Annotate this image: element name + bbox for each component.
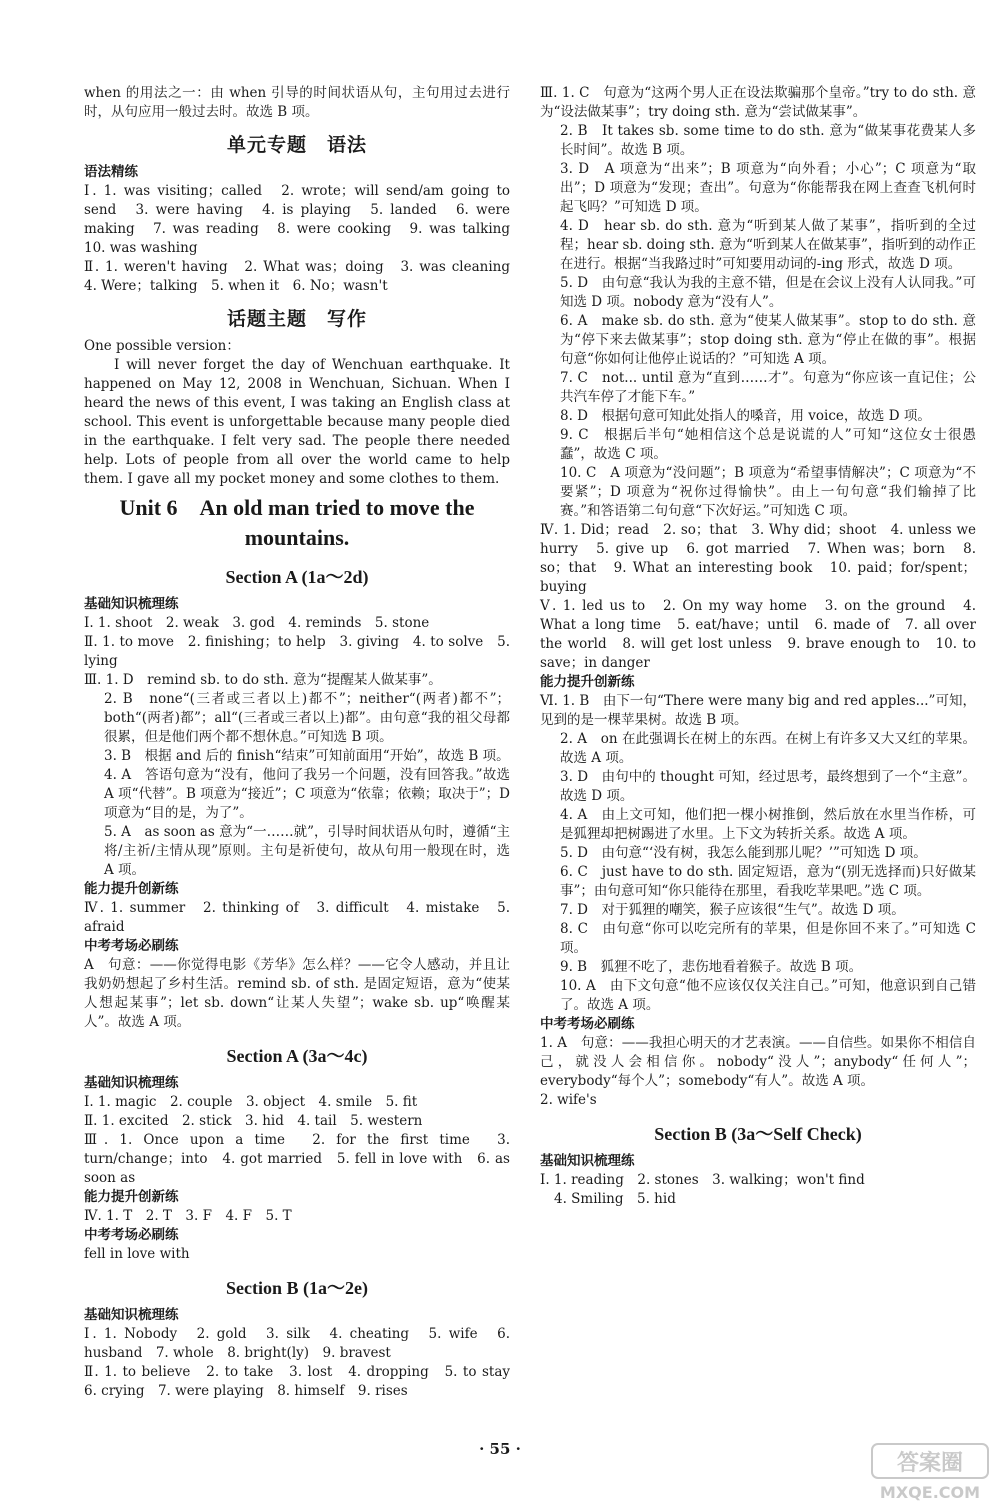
paragraph: when 的用法之一：由 when 引导的时间状语从句，主句用过去进行时，从句应用一般过去时。故选 B 项。 bbox=[84, 85, 510, 120]
paragraph: A 句意：——你觉得电影《芳华》怎么样？——它令人感动，并且让我奶奶想起了乡村生活。remind sb. of sth. 是固定短语，意为“使某人想起某事”；let sb. down“让某人失望”；wake sb. up“唤醒某人”。故选 A 项。 bbox=[84, 957, 510, 1030]
watermark-logo bbox=[870, 1440, 990, 1504]
exercise-label: 能力提升创新练 bbox=[84, 881, 179, 897]
answer-item: 9. C 根据后半句“她相信这个总是说谎的人”可知“这位女士很愚蠢”，故选 C 项。 bbox=[560, 427, 976, 462]
answer-item: 8. D 根据句意可知此处指人的嗓音，用 voice，故选 D 项。 bbox=[560, 408, 931, 424]
exercise-label: 基础知识梳理练 bbox=[84, 1075, 179, 1091]
answer-item: 5. D 由句意“我认为我的主意不错，但是在会议上没有人认同我。”可知选 D 项。nobody 意为“没有人”。 bbox=[560, 275, 976, 310]
paragraph: Ⅲ. 1. D remind sb. to do sth. 意为“提醒某人做某事”。 bbox=[84, 672, 442, 688]
exercise-label: 中考考场必刷练 bbox=[540, 1016, 635, 1032]
paragraph: Ⅳ. 1. Did；read 2. so；that 3. Why did；shoot 4. unless we hurry 5. give up 6. got married 7. When was；born 8. so；that 9. What an interesting book 10. paid；for/spent；buying bbox=[540, 522, 976, 595]
answer-item: 9. B 狐狸不吃了，悲伤地看着猴子。故选 B 项。 bbox=[560, 959, 863, 975]
paragraph: Ⅱ. 1. weren't having 2. What was；doing 3. was cleaning 4. Were；talking 5. when it 6. No；wasn't bbox=[84, 259, 524, 294]
paragraph: Ⅰ. 1. was visiting；called 2. wrote；will send/am going to send 3. were having 4. is playing 5. landed 6. were making 7. was reading 8. were cooking 9. was talking 10. was washing bbox=[84, 183, 524, 256]
paragraph: 1. A 句意：——我担心明天的才艺表演。——自信些。如果你不相信自己，就没人会相信你。nobody“没人”；anybody“任何人”；everybody“每个人”；somebody“有人”。故选 A 项。 bbox=[540, 1035, 976, 1089]
answer-item: 7. C not... until 意为“直到……才”。句意为“你应该一直记住；公共汽车停了才能下车。” bbox=[560, 370, 976, 405]
answer-item: 3. D 由句中的 thought 可知，经过思考，最终想到了一个“主意”。故选 D 项。 bbox=[560, 769, 976, 804]
answer-item: 4. A 答语句意为“没有，他问了我另一个问题，没有回答我。”故选 A 项“代替”。B 项意为“接近”；C 项意为“依靠；依赖；取决于”；D 项意为“目的是，为了”。 bbox=[104, 767, 510, 821]
paragraph: Ⅱ. 1. to believe 2. to take 3. lost 4. dropping 5. to stay 6. crying 7. were playing 8. himself 9. rises bbox=[84, 1364, 524, 1399]
answer-item: 2. A on 在此强调长在树上的东西。在树上有许多又大又红的苹果。故选 A 项。 bbox=[560, 731, 976, 766]
paragraph: Ⅴ. 1. led us to 2. On my way home 3. on the ground 4. What a long time 5. eat/have；until 6. made of 7. all over the world 8. will get lost unless 9. brave enough to 10. to save；in danger bbox=[540, 598, 976, 671]
paragraph: Ⅳ. 1. summer 2. thinking of 3. difficult 4. mistake 5. afraid bbox=[84, 900, 510, 935]
paragraph: Ⅱ. 1. excited 2. stick 3. hid 4. tail 5. western bbox=[84, 1113, 423, 1129]
exercise-label: 能力提升创新练 bbox=[84, 1189, 179, 1205]
paragraph: Ⅱ. 1. to move 2. finishing；to help 3. giving 4. to solve 5. lying bbox=[84, 634, 510, 669]
page-number: · 55 · bbox=[479, 1440, 521, 1458]
exercise-label: 基础知识梳理练 bbox=[540, 1153, 635, 1169]
section-title: Section B (3a～Self Check) bbox=[654, 1124, 862, 1144]
exercise-label: 基础知识梳理练 bbox=[84, 596, 179, 612]
exercise-label: 语法精练 bbox=[84, 164, 138, 180]
exercise-label: 中考考场必刷练 bbox=[84, 1227, 179, 1243]
answer-item: 4. Smiling 5. hid bbox=[554, 1191, 676, 1207]
paragraph: Ⅲ. 1. C 句意为“这两个男人正在设法欺骗那个皇帝。”try to do sth. 意为“设法做某事”；try doing sth. 意为“尝试做某事”。 bbox=[540, 85, 976, 120]
svg-text:MXQE.COM: MXQE.COM bbox=[879, 1483, 981, 1502]
paragraph: Ⅰ. 1. shoot 2. weak 3. god 4. reminds 5. stone bbox=[84, 615, 430, 631]
essay-paragraph: I will never forget the day of Wenchuan earthquake. It happened on May 12, 2008 in Wenchuan, Sichuan. When I heard the news of this event, I was taking an English class at school. This event is unforgettable because many people died in the earthquake. I felt very sad. The people there needed help. Lots of people from all over the world came to help them. I gave all my pocket money and some clothes to them. bbox=[84, 357, 510, 487]
answer-item: 4. D hear sb. do sth. 意为“听到某人做了某事”，指听到的全过程；hear sb. doing sth. 意为“听到某人在做某事”，指听到的动作正在进行。根据“当我路过时”可知要用动词的-ing 形式，故选 D 项。 bbox=[560, 218, 976, 272]
answer-item: 3. B 根据 and 后的 finish“结束”可知前面用“开始”，故选 B 项。 bbox=[104, 748, 510, 764]
answer-item: 6. C just have to do sth. 固定短语，意为“(别无选择而)只好做某事”；由句意可知“你只能待在那里，看我吃苹果吧。”选 C 项。 bbox=[560, 864, 976, 899]
paragraph: fell in love with bbox=[84, 1246, 190, 1262]
answer-item: 10. C A 项意为“没问题”；B 项意为“希望事情解决”；C 项意为“不要紧”；D 项意为“祝你过得愉快”。由上一句句意“我们输掉了比赛。”和答语第二句句意“下次好运。”可知选 C 项。 bbox=[560, 465, 976, 519]
answer-item: 5. D 由句意“‘没有树，我怎么能到那儿呢？’”可知选 D 项。 bbox=[560, 845, 927, 861]
answer-item: 8. C 由句意“你可以吃完所有的苹果，但是你回不来了。”可知选 C 项。 bbox=[560, 921, 976, 956]
answer-item: 3. D A 项意为“出来”；B 项意为“向外看；小心”；C 项意为“取出”；D 项意为“发现；查出”。句意为“你能帮我在网上查查飞机何时起飞吗？”可知选 D 项。 bbox=[560, 161, 976, 215]
section-heading: 单元专题 语法 bbox=[226, 134, 367, 156]
paragraph: Ⅳ. 1. T 2. T 3. F 4. F 5. T bbox=[84, 1208, 292, 1224]
exercise-label: 中考考场必刷练 bbox=[84, 938, 179, 954]
section-title: Section A (3a～4c) bbox=[226, 1046, 368, 1066]
section-heading: 话题主题 写作 bbox=[226, 308, 367, 330]
answer-item: 7. D 对于狐狸的嘲笑，猴子应该很“生气”。故选 D 项。 bbox=[560, 902, 905, 918]
exercise-label: 基础知识梳理练 bbox=[84, 1307, 179, 1323]
exercise-label: 能力提升创新练 bbox=[540, 674, 635, 690]
paragraph: Ⅵ. 1. B 由下一句“There were many big and red apples...”可知，见到的是一棵苹果树。故选 B 项。 bbox=[540, 693, 976, 728]
paragraph: 2. wife's bbox=[540, 1092, 597, 1108]
paragraph: One possible version： bbox=[84, 338, 240, 354]
answer-item: 2. B It takes sb. some time to do sth. 意为“做某事花费某人多长时间”。故选 B 项。 bbox=[560, 123, 976, 158]
right-column bbox=[540, 84, 976, 1209]
paragraph: Ⅰ. 1. reading 2. stones 3. walking；won't find bbox=[540, 1172, 865, 1188]
answer-item: 2. B none“(三者或三者以上)都不”；neither“(两者)都不”；both“(两者)都”；all“(三者或三者以上)都”。由句意“我的祖父母都很累，但是他们两个都不想休息。”可知选 B 项。 bbox=[104, 691, 510, 745]
unit-title: Unit 6 An old man tried to move the mountains. bbox=[119, 495, 475, 550]
paragraph: Ⅲ. 1. Once upon a time 2. for the first time 3. turn/change；into 4. got married 5. fell in love with 6. as soon as bbox=[84, 1132, 510, 1186]
section-title: Section B (1a～2e) bbox=[226, 1278, 368, 1298]
section-title: Section A (1a～2d) bbox=[225, 567, 369, 587]
paragraph: Ⅰ. 1. magic 2. couple 3. object 4. smile 5. fit bbox=[84, 1094, 418, 1110]
answer-item: 10. A 由下文句意“他不应该仅仅关注自己。”可知，他意识到自己错了。故选 A 项。 bbox=[560, 978, 976, 1013]
paragraph: Ⅰ. 1. Nobody 2. gold 3. silk 4. cheating 5. wife 6. husband 7. whole 8. bright(ly) 9. bravest bbox=[84, 1326, 510, 1361]
svg-text:答案圈: 答案圈 bbox=[896, 1451, 964, 1476]
answer-item: 5. A as soon as 意为“一……就”，引导时间状语从句时，遵循“主将/主祈/主情从现”原则。主句是祈使句，故从句用一般现在时，选 A 项。 bbox=[104, 824, 510, 878]
answer-item: 6. A make sb. do sth. 意为“使某人做某事”。stop to do sth. 意为“停下来去做某事”；stop doing sth. 意为“停止在做的事”。根据句意“你如何让他停止说话的？”可知选 A 项。 bbox=[560, 313, 976, 367]
left-column bbox=[84, 84, 524, 1401]
answer-item: 4. A 由上文可知，他们把一棵小树推倒，然后放在水里当作桥，可是狐狸却把树踢进了水里。上下文为转折关系。故选 A 项。 bbox=[560, 807, 976, 842]
